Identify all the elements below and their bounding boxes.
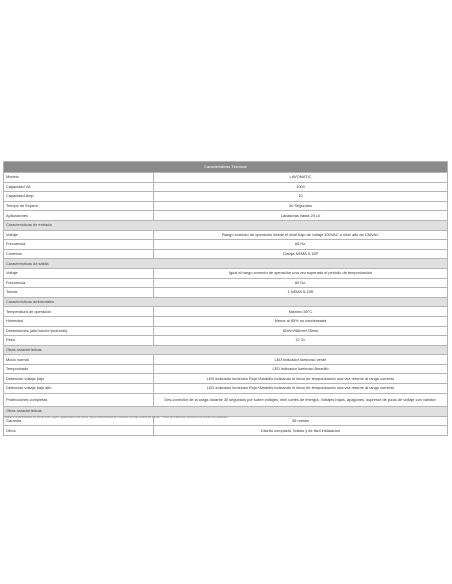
row-value: Máximo 55°C <box>154 307 448 317</box>
table-row <box>4 355 448 365</box>
row-label: Protecciones completas <box>4 393 154 407</box>
row-value: 10 <box>154 192 448 202</box>
row-value: 60 Hz. <box>154 240 448 250</box>
table-row <box>4 249 448 259</box>
section-header: Características ambientales <box>4 297 448 307</box>
row-label: Voltaje <box>4 230 154 240</box>
table-row <box>4 211 448 221</box>
row-label: Tomas <box>4 288 154 298</box>
footnote: * Sujeto a modificaciones sin previo aviso, según requerimiento del cliente, según disponibilidad de inventario y/o bajo pedido del cliente. * Fotos de referencia, accesorios se venden por separado. <box>3 416 229 419</box>
row-label: Dimensiones (alto*ancho*profundo) <box>4 326 154 336</box>
row-value: 60 Hz. <box>154 278 448 288</box>
table-row <box>4 326 448 336</box>
table-row <box>4 307 448 317</box>
row-value: 82mm*56mm*28mm <box>154 326 448 336</box>
row-value: LED indicador luminoso Rojo+Amarillo indicando el inicio de temporización una vez retorne al rango correcto <box>154 384 448 394</box>
row-label: Temperatura de operación <box>4 307 154 317</box>
row-value: LED indicador luminoso verde <box>154 355 448 365</box>
row-label: Temporizado <box>4 364 154 374</box>
row-label: Voltaje <box>4 268 154 278</box>
row-value: LED indicador luminoso Amarillo <box>154 364 448 374</box>
row-value: Menor al 85% no condensada <box>154 316 448 326</box>
row-value: LAVOMATIC <box>154 173 448 183</box>
section-header: Otras características <box>4 345 448 355</box>
table-row <box>4 288 448 298</box>
table-row <box>4 201 448 211</box>
table-row <box>4 268 448 278</box>
row-label: Detección voltaje bajo <box>4 374 154 384</box>
row-label: Detección voltaje bajo alto <box>4 384 154 394</box>
section-header-row <box>4 407 448 417</box>
section-header: Características de salida <box>4 259 448 269</box>
section-header-row <box>4 220 448 230</box>
table-row <box>4 364 448 374</box>
row-label: Capacidad VA <box>4 182 154 192</box>
row-label: Aplicaciones <box>4 211 154 221</box>
row-value: 72 Gr. <box>154 336 448 346</box>
row-value: Des-conexión de la carga durante 30 segundos por sobre voltajes, mini cortes de energía, Voltajes bajos, apagones, supresor de picos de voltaje con varistor. <box>154 393 448 407</box>
table-title: Características Técnicas <box>4 162 448 173</box>
spec-table-body <box>4 162 448 436</box>
table-row <box>4 278 448 288</box>
row-label: Modo normal <box>4 355 154 365</box>
table-row <box>4 336 448 346</box>
row-value: Lavadoras hasta 20 Lb <box>154 211 448 221</box>
row-value: Rango correcto de operación desde el nivel bajo de voltaje 100VAC a nivel alto de 130VAC <box>154 230 448 240</box>
table-row <box>4 240 448 250</box>
table-row <box>4 384 448 394</box>
spec-table <box>3 161 448 436</box>
row-label: Capacidad Amp. <box>4 192 154 202</box>
table-row <box>4 182 448 192</box>
row-value: Diseño compacto, liviano y de fácil instalación <box>154 426 448 436</box>
row-label: Garantía <box>4 416 154 426</box>
section-header: Otras características <box>4 407 448 417</box>
row-label: Tiempo de Espera <box>4 201 154 211</box>
row-value: Igual al rango correcto de operación una vez superado el periodo de temporización <box>154 268 448 278</box>
table-row <box>4 426 448 436</box>
section-header-row <box>4 345 448 355</box>
row-label: Conexión <box>4 249 154 259</box>
row-label: Frecuencia <box>4 240 154 250</box>
table-row <box>4 374 448 384</box>
table-row <box>4 230 448 240</box>
row-value: Clavija NEMA 5-15P <box>154 249 448 259</box>
table-row <box>4 316 448 326</box>
row-label: Frecuencia <box>4 278 154 288</box>
row-label: Otros <box>4 426 154 436</box>
table-row <box>4 173 448 183</box>
table-row <box>4 192 448 202</box>
row-value: 1000 <box>154 182 448 192</box>
section-header-row <box>4 297 448 307</box>
section-header: Características de entrada <box>4 220 448 230</box>
row-label: Humedad <box>4 316 154 326</box>
table-row <box>4 393 448 407</box>
row-value: LED indicador luminoso Rojo+Amarillo indicando el inicio de temporización una vez retorne al rango correcto <box>154 374 448 384</box>
row-label: Peso <box>4 336 154 346</box>
row-value: 36 meses <box>154 416 448 426</box>
section-header-row <box>4 259 448 269</box>
table-title-row <box>4 162 448 173</box>
row-value: 1 NEMA 5-15R <box>154 288 448 298</box>
row-label: Modelo <box>4 173 154 183</box>
row-value: 30 Segundos <box>154 201 448 211</box>
